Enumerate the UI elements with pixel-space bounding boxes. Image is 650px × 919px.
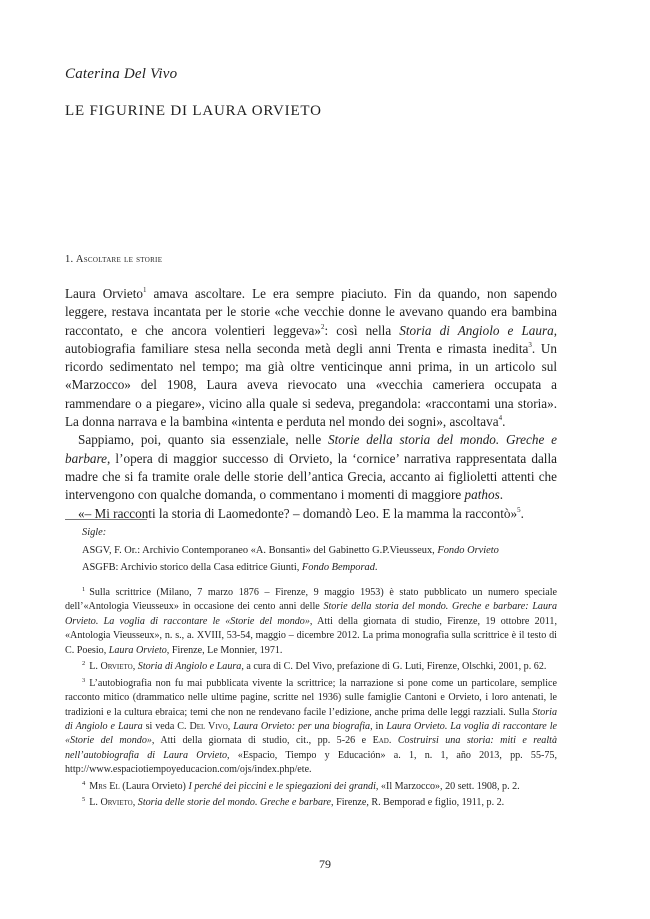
italic-title: Storia di Angiolo e Laura <box>399 322 554 338</box>
italic-title: Storie della storia del mondo. Greche e barbare <box>65 432 557 466</box>
footnote-number: 5 <box>82 796 86 804</box>
footnote-number: 1 <box>82 586 86 593</box>
text-span: L’autobiografia non fu mai pubblicata vivente la scrittrice; la narrazione si pone come un particolare, semplice racconto mitico (drammatico nelle ultime pagine, scritte nel 1936) sulle famiglie Cantoni e Orvieto, i loro antenati, le tradizioni e la cultura ebraica; temi che non ne rendevano facile l’edizione, anche prima delle leggi razziali. Sulla <box>65 677 557 718</box>
text-span: , <box>132 661 138 673</box>
italic-title: Fondo Bemporad <box>301 562 375 573</box>
text-span: , Atti della giornata di studio, cit., pp. 5-26 e <box>151 735 373 747</box>
italic-title: Storia di Angiolo e Laura <box>65 706 557 733</box>
footnote-ref-5[interactable]: 5 <box>517 505 521 514</box>
footnote-2 <box>65 660 557 674</box>
text-span: . <box>520 505 524 521</box>
italic-title: Storia delle storie del mondo. Greche e barbare <box>137 797 332 809</box>
paragraph-3 <box>65 505 557 523</box>
paragraph-2 <box>65 431 557 504</box>
paragraph-1 <box>65 285 557 431</box>
author-name: Caterina Del Vivo <box>65 66 178 82</box>
text-span: Laura Orvieto <box>65 286 144 301</box>
text-span: , l’opera di maggior successo di Orvieto, la ‘cornice’ narrativa rappresentata dalla madre che si fa tramite orale delle storie dell’antica Grecia, accanto ai figlioletti attenti che intervengono con qualche domanda, o commentano i momenti di maggiore <box>65 450 557 503</box>
sigle-entry-asgfb <box>82 559 562 577</box>
text-span: , Atti della giornata di studio, Firenze, 19 ottobre 2011, «Antologia Vieusseux», n. s., a. XVIII, 53-54, maggio – dicembre 2012. La prima monografia sulla scrittrice è il testo di C. Poesio, <box>65 615 557 656</box>
text-span: «– Mi racconti la storia di Laomedonte? – domandò Leo. E la mamma la raccontò» <box>78 505 518 521</box>
italic-title: Laura Orvieto: per una biografia <box>233 721 371 733</box>
footnote-divider <box>65 519 147 520</box>
text-span: , autobiografia familiare stesa nella seconda metà degli anni Trenta e rimasta inedita <box>65 322 557 356</box>
body-text <box>65 285 557 523</box>
footnote-4 <box>65 780 557 794</box>
footnote-number: 2 <box>82 660 86 668</box>
text-span: . <box>374 562 378 573</box>
italic-title: I perché dei piccini e le spiegazioni dei grandi <box>188 780 376 792</box>
small-caps-name: Ead <box>372 735 389 747</box>
text-span: , a cura di C. Del Vivo, prefazione di G. Luti, Firenze, Olschki, 2001, p. 62. <box>241 661 547 673</box>
footnote-number: 3 <box>82 676 86 684</box>
footnote-ref-1[interactable]: 1 <box>143 286 147 294</box>
text-span: . <box>388 735 398 747</box>
text-span: , Firenze, R. Bemporad e figlio, 1911, p. 2. <box>331 797 505 809</box>
text-span: , <box>227 721 234 733</box>
text-span: , in <box>370 721 387 733</box>
text-span: . Un ricordo sedimentato nel tempo; ma già oltre venticinque anni prima, in un articolo sul «Marzocco» del 1908, Laura aveva rievocato una «vecchia cameriera occupata a rammendare o a piegare», vicino alla quale si sedeva, pregandola: «raccontami una storia». La donna narrava e la bambina «intenta e perduta nel mondo dei sogni», ascoltava <box>65 340 557 430</box>
italic-label: Sigle: <box>82 527 107 538</box>
sigle-label <box>82 524 562 542</box>
text-span: . <box>499 487 504 503</box>
footnote-3 <box>65 677 557 778</box>
footnote-1 <box>65 586 557 658</box>
italic-title: Storia di Angiolo e Laura <box>137 661 242 673</box>
footnote-ref-3[interactable]: 3 <box>528 340 532 349</box>
footnote-ref-4[interactable]: 4 <box>498 414 503 423</box>
small-caps-name: Del Vivo <box>189 721 228 733</box>
article-title: LE FIGURINE DI LAURA ORVIETO <box>65 103 322 119</box>
section-number: 1. <box>65 254 74 265</box>
small-caps-name: Orvieto <box>100 661 133 673</box>
text-span: , Firenze, Le Monnier, 1971. <box>166 644 283 656</box>
italic-word: pathos <box>464 487 500 503</box>
text-span: L. <box>89 661 101 673</box>
footnotes <box>65 586 557 813</box>
abbreviations-block <box>82 524 562 577</box>
section-title: Ascoltare le storie <box>75 254 163 265</box>
small-caps-name: Orvieto <box>100 797 133 809</box>
italic-title: Laura Orvieto. La voglia di raccontare le «Storie del mondo» <box>65 721 557 747</box>
text-span: . <box>502 414 506 430</box>
italic-title: Costruirsi una storia: miti e realtà nell’autobiografia di Laura Orvieto <box>65 735 558 761</box>
text-span: L. <box>89 797 101 809</box>
footnote-number: 4 <box>82 779 86 787</box>
text-span: , «Il Marzocco», 20 sett. 1908, p. 2. <box>375 780 520 792</box>
text-span: , <box>132 797 138 809</box>
text-span: : così nella <box>324 322 400 338</box>
footnote-ref-2[interactable]: 2 <box>321 322 325 331</box>
text-span: si veda C. <box>142 721 190 733</box>
page-number: 79 <box>319 857 331 871</box>
text-span: Sulla scrittrice (Milano, 7 marzo 1876 – Firenze, 9 maggio 1953) è stato pubblicato un numero speciale dell’«Antologia Vieusseux» in occasione dei cento anni delle <box>65 587 557 613</box>
text-span: amava ascoltare. Le era sempre piaciuto. Fin da quando, non sapendo leggere, restava incantata per le storie «che vecchie donne le avevano quando era bambina raccontato, e che ancora volentieri leggeva» <box>65 286 557 338</box>
text-span: , «Espacio, Tiempo y Educación» a. 1, n. 1, año 2013, pp. 55-75, http://www.espaciotiempoyeducacion.com/ojs/index.php/ete. <box>65 749 557 776</box>
text-span: ASGV, F. Or.: Archivio Contemporaneo «A. Bonsanti» del Gabinetto G.P.Vieusseux, <box>82 544 438 556</box>
small-caps-name: Mrs El <box>89 780 120 792</box>
section-heading <box>65 254 162 265</box>
text-span: ASGFB: Archivio storico della Casa editrice Giunti, <box>82 562 302 573</box>
text-span: Sappiamo, poi, quanto sia essenziale, nelle <box>78 432 328 448</box>
sigle-entry-asgv <box>82 542 562 560</box>
text-span: (Laura Orvieto) <box>119 780 189 792</box>
italic-title: Fondo Orvieto <box>437 544 499 556</box>
footnote-5 <box>65 796 557 810</box>
italic-title: Storie della storia del mondo. Greche e barbare: Laura Orvieto. La voglia di raccontare le «Storie del mondo» <box>65 601 557 627</box>
italic-title: Laura Orvieto <box>108 644 167 656</box>
